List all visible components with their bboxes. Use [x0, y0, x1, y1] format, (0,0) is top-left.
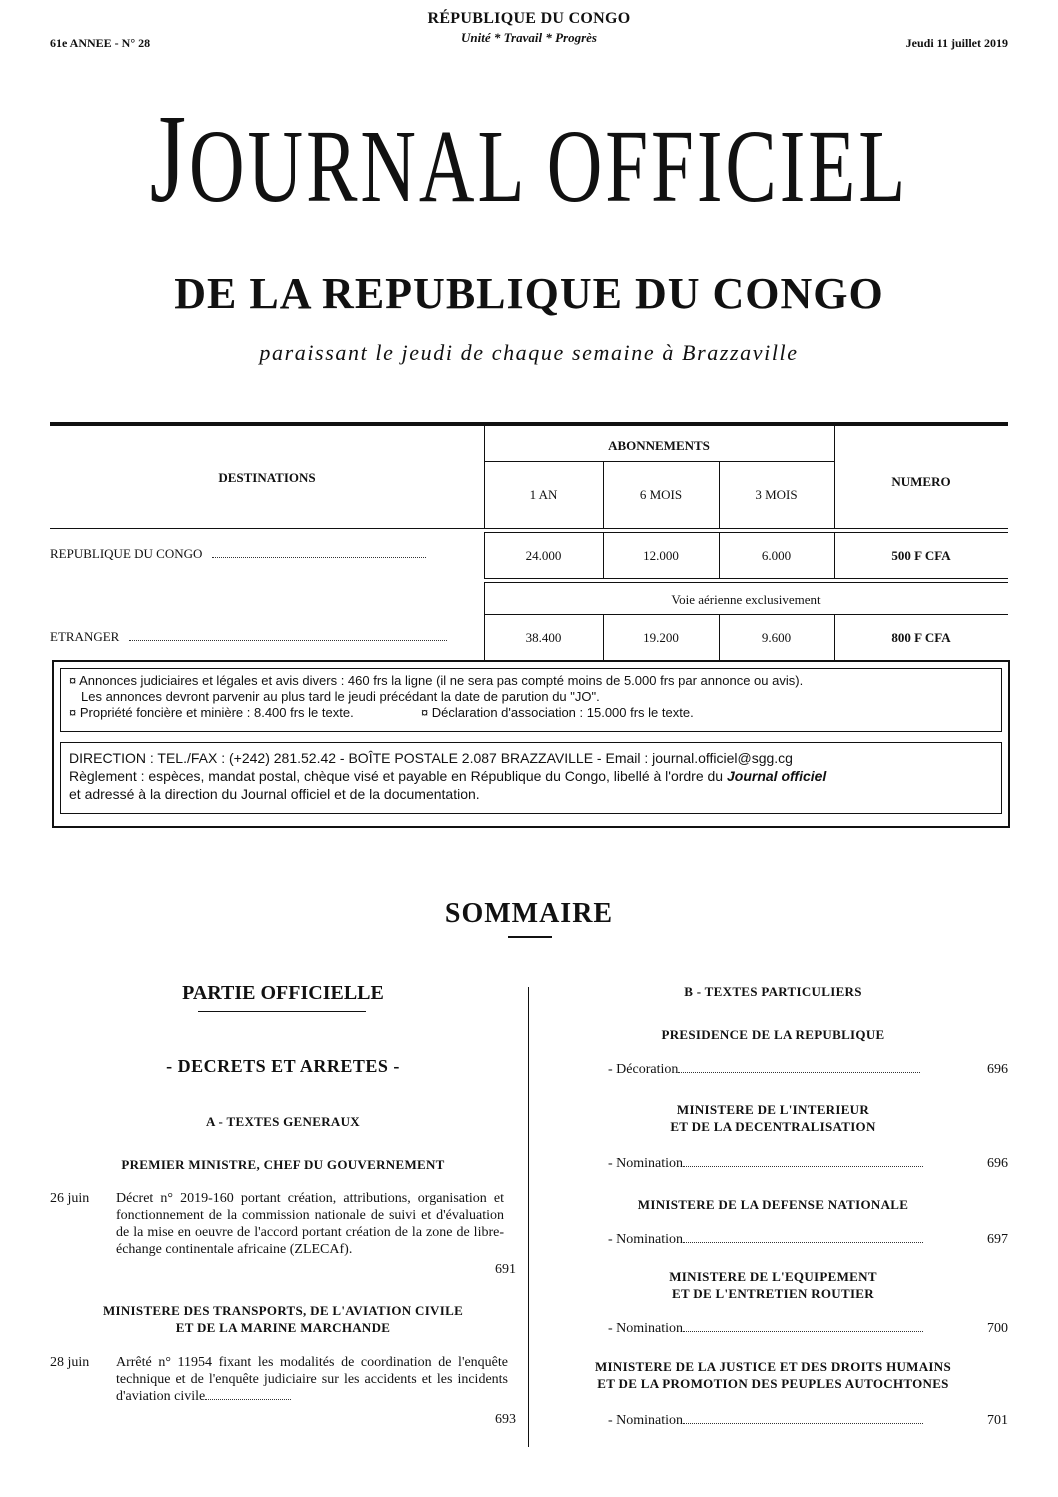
- partie-rule: [198, 1011, 366, 1012]
- entry-date: 26 juin: [50, 1191, 90, 1206]
- destinations-header: DESTINATIONS: [218, 470, 316, 485]
- entry-date: 28 juin: [50, 1355, 90, 1370]
- ministry-presidence: PRESIDENCE DE LA REPUBLIQUE: [661, 1027, 885, 1042]
- period-6-mois: 6 MOIS: [639, 487, 683, 502]
- entry-arrete-11954: [50, 1354, 516, 1426]
- destination-etranger: ETRANGER: [50, 629, 460, 645]
- price-congo-3mois: 6.000: [761, 548, 792, 563]
- notice-line-3: [69, 705, 993, 721]
- entry-nomination-interieur: - Nomination 696: [608, 1156, 1008, 1171]
- entry-nomination-equipement: - Nomination 700: [608, 1321, 1008, 1336]
- numero-etranger: 800 F CFA: [891, 630, 951, 645]
- notice-association: ¤ Déclaration d'association : 15.000 frs le texte.: [420, 705, 694, 720]
- entry-page: 696: [987, 1156, 1008, 1171]
- issue-date: Jeudi 11 juillet 2019: [905, 36, 1008, 50]
- table-top-rule: [50, 422, 1008, 426]
- ministry-justice: MINISTERE DE LA JUSTICE ET DES DROITS HUMAINS ET DE LA PROMOTION DES PEUPLES AUTOCHTONES: [594, 1359, 952, 1391]
- entry-page: 701: [987, 1413, 1008, 1428]
- entry-text: Décret n° 2019-160 portant création, attributions, organisation et fonctionnement de la commission nationale de suivi et d'évaluation de la mise en oeuvre de l'accord portant création de la zone de libre-échange continentale africaine (ZLECAf).: [116, 1191, 504, 1257]
- price-etranger-6mois: 19.200: [643, 630, 679, 645]
- entry-page: 691: [495, 1262, 516, 1277]
- direction-line-3: et adressé à la direction du Journal officiel et de la documentation.: [69, 786, 480, 802]
- decrets-heading: - DECRETS ET ARRETES -: [166, 1056, 400, 1076]
- masthead-tagline: paraissant le jeudi de chaque semaine à Brazzaville: [259, 340, 799, 365]
- ministry-interieur: MINISTERE DE L'INTERIEUR ET DE LA DECENTRALISATION: [670, 1102, 876, 1134]
- abonnements-header: ABONNEMENTS: [608, 438, 710, 453]
- issue-number: 61e ANNEE - N° 28: [50, 36, 151, 50]
- sommaire-rule: [508, 936, 552, 938]
- period-3-mois: 3 MOIS: [755, 487, 798, 502]
- entry-text: Arrêté n° 11954 fixant les modalités de coordination de l'enquête technique et de l'enquête judiciaire sur les accidents et les incidents d'aviation civile: [116, 1355, 508, 1404]
- entry-nomination-justice: - Nomination 701: [608, 1413, 1008, 1428]
- period-1-an: 1 AN: [529, 487, 558, 502]
- partie-officielle-heading: PARTIE OFFICIELLE: [182, 982, 384, 1004]
- entry-page: 693: [495, 1412, 516, 1427]
- destination-congo: REPUBLIQUE DU CONGO: [50, 546, 460, 562]
- notice-line-2: Les annonces devront parvenir au plus tard le jeudi précédant la date de parution du "JO".: [81, 689, 600, 704]
- section-b-heading: B - TEXTES PARTICULIERS: [684, 984, 862, 999]
- sommaire-title: SOMMAIRE: [444, 898, 614, 929]
- section-a-heading: A - TEXTES GENERAUX: [206, 1114, 360, 1129]
- masthead-subtitle: DE LA REPUBLIQUE DU CONGO: [174, 269, 884, 318]
- notice-line-1: ¤ Annonces judiciaires et légales et avis divers : 460 frs la ligne (il ne sera pas compté moins de 5.000 frs par annonce ou avis).: [69, 673, 804, 688]
- info-box: [52, 660, 1010, 828]
- masthead-rest: OURNAL OFFICIEL: [189, 109, 909, 224]
- column-divider: [528, 987, 529, 1447]
- national-motto: Unité * Travail * Progrès: [460, 30, 597, 45]
- price-congo-1an: 24.000: [525, 548, 562, 563]
- entry-decret-2019-160: [50, 1190, 516, 1280]
- direction-line-2: Règlement : espèces, mandat postal, chèque visé et payable en République du Congo, libellé à l'ordre du Journal officiel: [69, 768, 827, 784]
- entry-decoration: - Décoration 696: [608, 1062, 1008, 1077]
- journal-officiel-emphasis: Journal officiel: [727, 768, 827, 784]
- price-etranger-3mois: 9.600: [761, 630, 792, 645]
- masthead-initial: J: [149, 90, 190, 229]
- price-etranger-1an: 38.400: [525, 630, 562, 645]
- entry-page: 696: [987, 1062, 1008, 1077]
- ministry-transports: MINISTERE DES TRANSPORTS, DE L'AVIATION CIVILE ET DE LA MARINE MARCHANDE: [102, 1303, 464, 1335]
- direction-line-1: DIRECTION : TEL./FAX : (+242) 281.52.42 - BOÎTE POSTALE 2.087 BRAZZAVILLE - Email : journal.officiel@sgg.cg: [69, 750, 793, 766]
- air-note: Voie aérienne exclusivement: [671, 592, 821, 607]
- price-congo-6mois: 12.000: [643, 548, 679, 563]
- direction-box: [60, 742, 1002, 814]
- ministry-equipement: MINISTERE DE L'EQUIPEMENT ET DE L'ENTRETIEN ROUTIER: [669, 1269, 877, 1301]
- ministry-premier-ministre: PREMIER MINISTRE, CHEF DU GOUVERNEMENT: [121, 1157, 445, 1172]
- entry-nomination-defense: - Nomination 697: [608, 1232, 1008, 1247]
- masthead-title: [138, 90, 921, 229]
- notices-box: [60, 668, 1002, 732]
- republic-name: RÉPUBLIQUE DU CONGO: [427, 10, 631, 27]
- notice-fonciere: ¤ Propriété foncière et minière : 8.400 frs le texte.: [69, 705, 354, 720]
- entry-page: 700: [987, 1321, 1008, 1336]
- numero-congo: 500 F CFA: [891, 548, 951, 563]
- header-center: [0, 10, 1058, 46]
- entry-page: 697: [987, 1232, 1008, 1247]
- numero-header: NUMERO: [891, 474, 951, 489]
- ministry-defense: MINISTERE DE LA DEFENSE NATIONALE: [637, 1197, 909, 1212]
